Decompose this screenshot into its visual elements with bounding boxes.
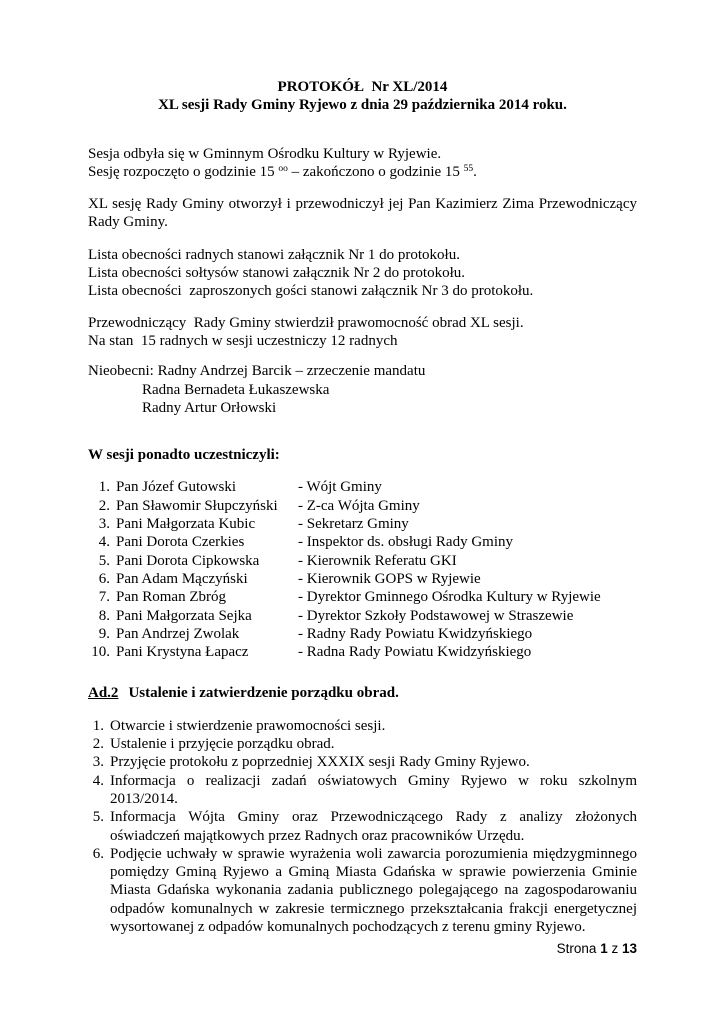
agenda-item-text: Przyjęcie protokołu z poprzedniej XXXIX sesji Rady Gminy Ryjewo.: [110, 754, 530, 771]
agenda-item-text: Informacja Wójta Gminy oraz Przewodniczącego Rady z analizy złożonych oświadczeń majątkowych przez Radnych oraz pracowników Urzędu.: [110, 809, 637, 844]
attendance-list-radni: Lista obecności radnych stanowi załącznik Nr 1 do protokołu.: [88, 246, 460, 263]
session-times-prefix: Sesję rozpoczęto o godzinie 15: [88, 163, 279, 180]
agenda-heading: [88, 684, 637, 702]
agenda-item-number: 5.: [92, 809, 104, 826]
absent-member-1: Radny Andrzej Barcik – zrzeczenie mandatu: [157, 363, 426, 380]
absent-member-3: Radny Artur Orłowski: [142, 399, 277, 416]
participant-row: [88, 478, 637, 496]
page-number-current: 1: [600, 941, 608, 956]
participant-row: [88, 515, 637, 533]
participant-role: - Dyrektor Szkoły Podstawowej w Straszewie: [298, 607, 574, 624]
page-number-total: 13: [621, 941, 637, 956]
agenda-item: [88, 735, 637, 753]
page-number-separator: z: [607, 941, 622, 956]
participant-name: Pani Małgorzata Sejka: [116, 607, 252, 624]
participant-name: Pan Sławomir Słupczyński: [116, 497, 278, 514]
participant-row: [88, 643, 637, 661]
agenda-item: [88, 845, 637, 936]
agenda-item-text: Otwarcie i stwierdzenie prawomocności sesji.: [110, 717, 386, 734]
session-start-superscript: oo: [278, 163, 288, 174]
agenda-item-number: 4.: [92, 772, 104, 789]
agenda-item: [88, 717, 637, 735]
attendance-list-goscie: Lista obecności zaproszonych gości stanowi załącznik Nr 3 do protokołu.: [88, 283, 534, 300]
participant-row: [88, 588, 637, 606]
agenda-item: [88, 772, 637, 809]
participant-role: - Radna Rady Powiatu Kwidzyńskiego: [298, 644, 532, 661]
agenda-item-text: Podjęcie uchwały w sprawie wyrażenia woli zawarcia porozumienia międzygminnego pomiędzy Gminą Ryjewo a Gminą Miasta Gdańska w sprawie powierzenia Gminie Miasta Gdańska wykonania zadania publicznego polegającego na zagospodarowaniu odpadów komunalnych w zakresie termicznego przekształcania frakcji energetycznej wysortowanej z odpadów komunalnych pochodzących z terenu gminy Ryjewo.: [110, 845, 637, 935]
participant-name: Pani Dorota Czerkies: [116, 534, 245, 551]
participants-list: [88, 478, 637, 661]
participant-row: [88, 607, 637, 625]
agenda-item-text: Ustalenie i przyjęcie porządku obrad.: [110, 736, 335, 753]
session-times-period: .: [473, 163, 477, 180]
session-times-middle: – zakończono o godzinie 15: [287, 163, 464, 180]
agenda-heading-label: Ad.2: [88, 685, 119, 702]
agenda-item-number: 2.: [92, 736, 104, 753]
participant-role: - Inspektor ds. obsługi Rady Gminy: [298, 534, 513, 551]
session-times-line: [88, 163, 637, 181]
session-end-superscript: 55: [463, 163, 474, 174]
participants-heading: W sesji ponadto uczestniczyli:: [88, 447, 280, 464]
agenda-item-number: 3.: [92, 754, 104, 771]
participant-number: 2.: [98, 497, 110, 514]
participant-number: 10.: [91, 644, 110, 661]
document-title: PROTOKÓŁ Nr XL/2014: [277, 79, 448, 95]
participant-role: - Z-ca Wójta Gminy: [298, 497, 420, 514]
participant-name: Pan Adam Mączyński: [116, 570, 248, 587]
attendance-list-soltysi: Lista obecności sołtysów stanowi załącznik Nr 2 do protokołu.: [88, 265, 466, 282]
participant-name: Pani Małgorzata Kubic: [116, 516, 256, 533]
absent-label: Nieobecni:: [88, 363, 158, 380]
participant-row: [88, 570, 637, 588]
participant-name: Pani Dorota Cipkowska: [116, 552, 260, 569]
participant-number: 1.: [98, 479, 110, 496]
quorum-count: Na stan 15 radnych w sesji uczestniczy 12 radnych: [88, 332, 398, 349]
participant-name: Pan Andrzej Zwolak: [116, 625, 240, 642]
absent-member-2: Radna Bernadeta Łukaszewska: [142, 381, 330, 398]
quorum-statement: Przewodniczący Rady Gminy stwierdził prawomocność obrad XL sesji.: [88, 314, 524, 331]
participant-number: 3.: [98, 516, 110, 533]
opening-paragraph: XL sesję Rady Gminy otworzył i przewodniczył jej Pan Kazimierz Zima Przewodniczący Rady Gminy.: [88, 196, 637, 231]
agenda-list: [88, 717, 637, 937]
agenda-heading-text: Ustalenie i zatwierdzenie porządku obrad.: [128, 685, 399, 702]
participant-number: 7.: [98, 589, 110, 606]
participant-row: [88, 533, 637, 551]
agenda-item-number: 6.: [92, 845, 104, 862]
participant-number: 4.: [98, 534, 110, 551]
participant-number: 8.: [98, 607, 110, 624]
participant-role: - Kierownik Referatu GKI: [298, 552, 457, 569]
agenda-item-text: Informacja o realizacji zadań oświatowych Gminy Ryjewo w roku szkolnym 2013/2014.: [110, 772, 637, 807]
page-number-footer: [557, 941, 637, 957]
participant-number: 9.: [98, 625, 110, 642]
participant-number: 5.: [98, 552, 110, 569]
participant-name: Pan Roman Zbróg: [116, 589, 226, 606]
participant-row: [88, 552, 637, 570]
absent-line-1: [88, 362, 637, 380]
page-number-prefix: Strona: [556, 941, 601, 956]
participant-name: Pani Krystyna Łapacz: [116, 644, 249, 661]
participant-role: - Radny Rady Powiatu Kwidzyńskiego: [298, 625, 533, 642]
agenda-item: [88, 753, 637, 771]
participant-role: - Dyrektor Gminnego Ośrodka Kultury w Ryjewie: [298, 589, 601, 606]
session-location-line: Sesja odbyła się w Gminnym Ośrodku Kultury w Ryjewie.: [88, 145, 442, 162]
participant-role: - Kierownik GOPS w Ryjewie: [298, 570, 481, 587]
agenda-item-number: 1.: [92, 717, 104, 734]
participant-role: - Sekretarz Gminy: [298, 516, 409, 533]
participant-row: [88, 497, 637, 515]
document-subtitle: XL sesji Rady Gminy Ryjewo z dnia 29 października 2014 roku.: [158, 97, 567, 114]
participant-name: Pan Józef Gutowski: [116, 479, 236, 496]
participant-role: - Wójt Gminy: [298, 479, 382, 496]
agenda-item: [88, 808, 637, 845]
participant-number: 6.: [98, 570, 110, 587]
participant-row: [88, 625, 637, 643]
